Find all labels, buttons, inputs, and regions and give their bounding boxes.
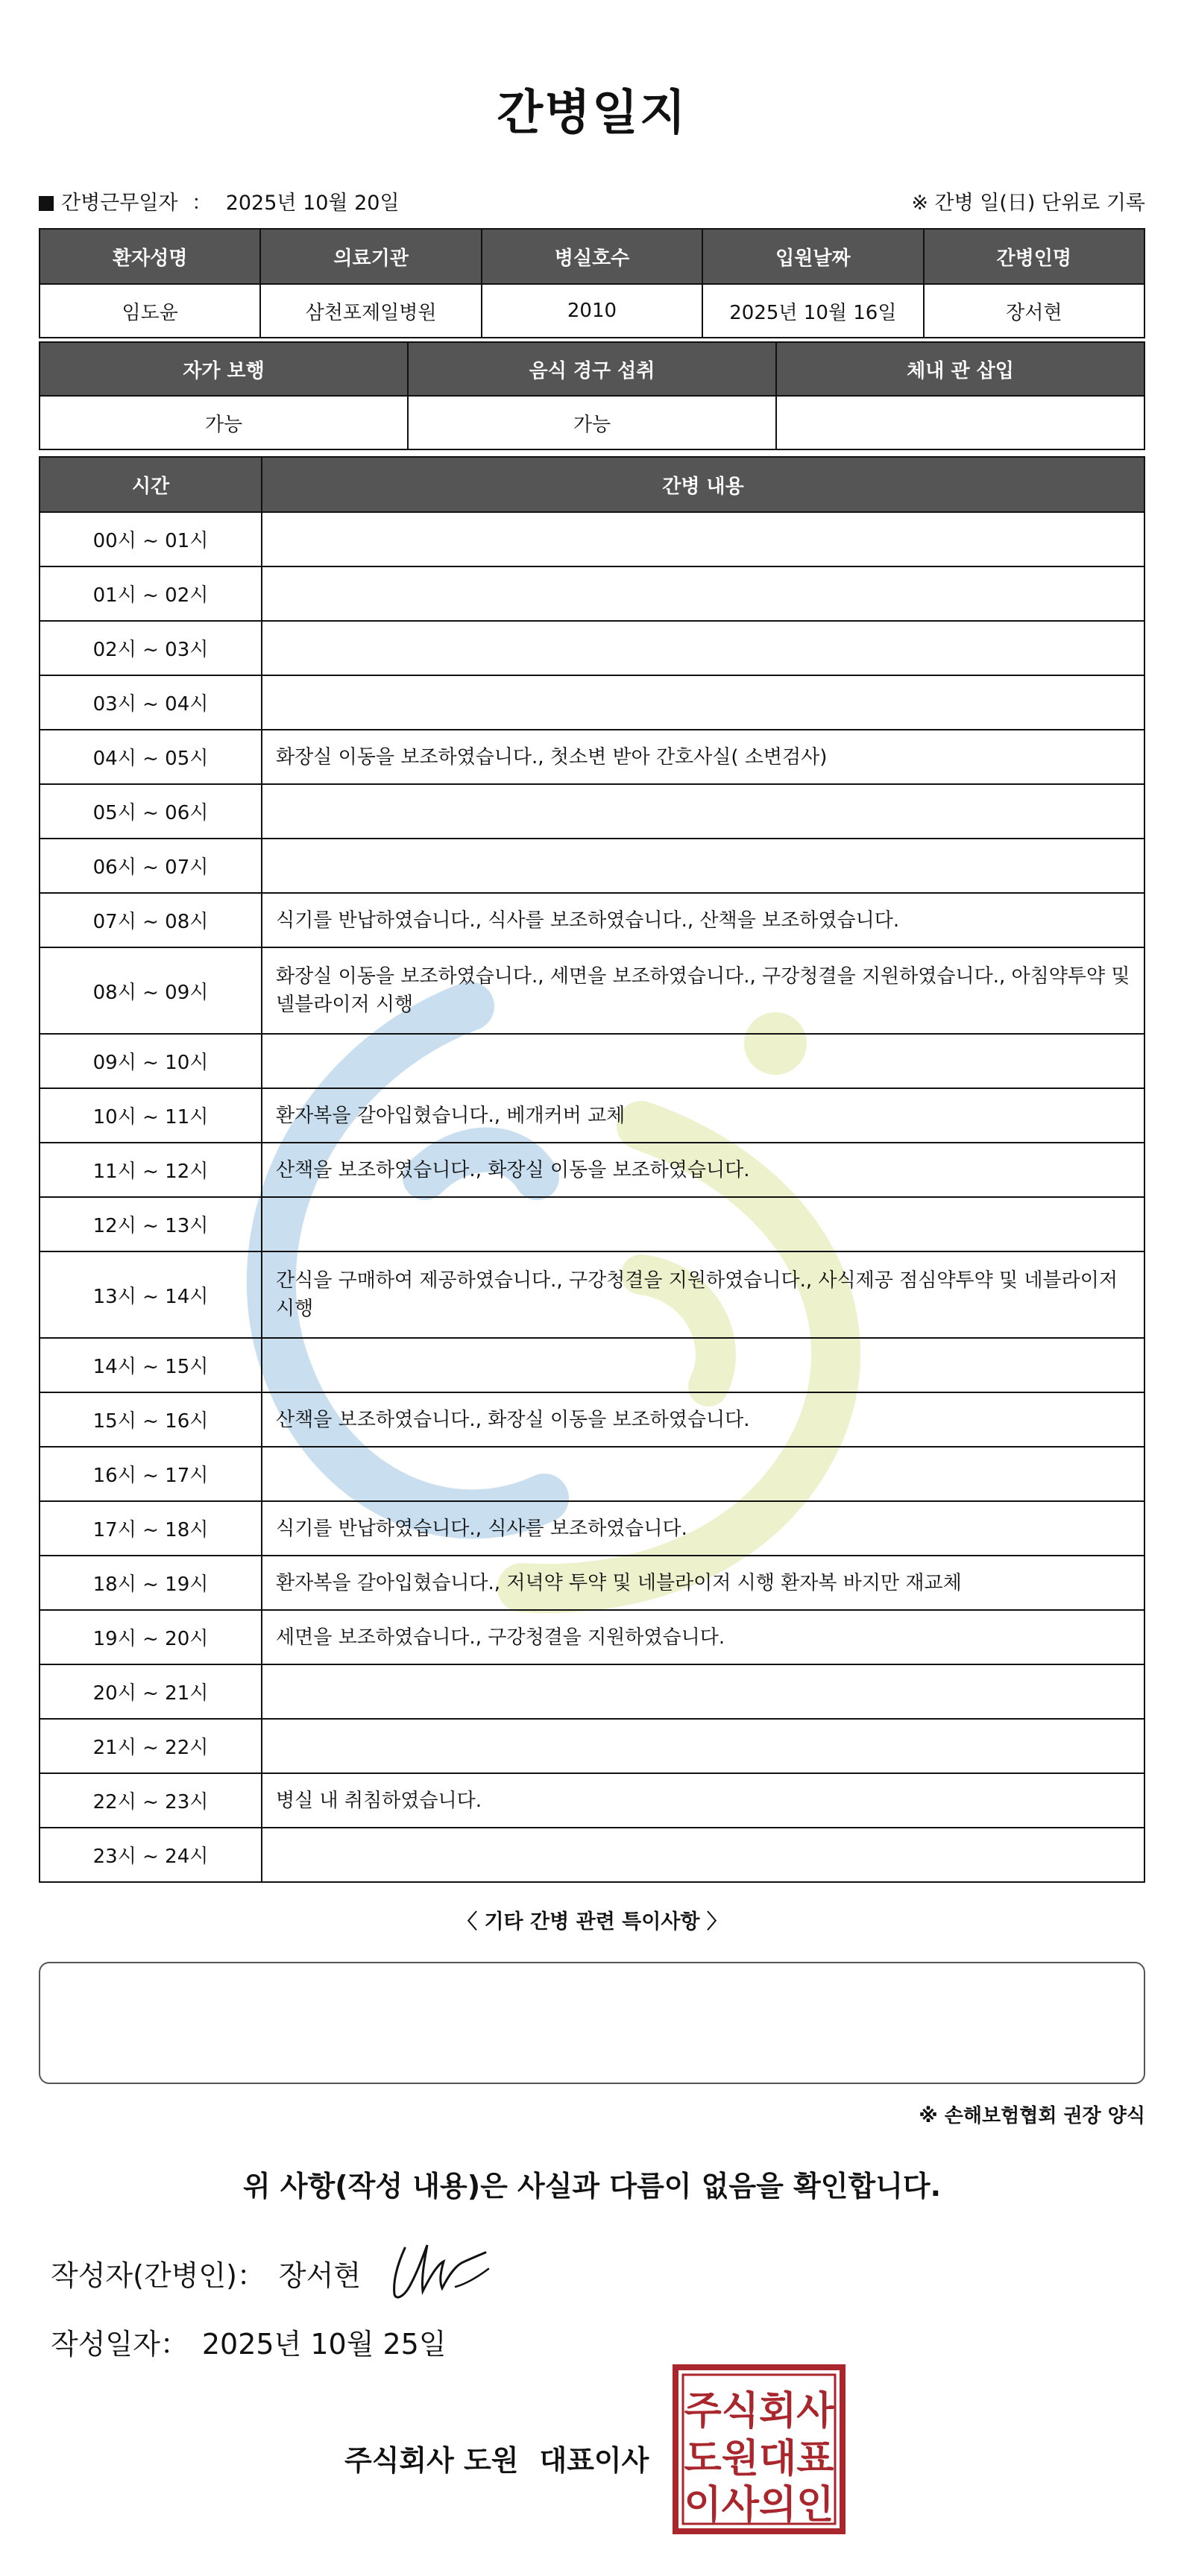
care-log-body (40, 512, 1144, 1882)
page-title: 간병일지 (497, 86, 687, 141)
care-log-time: 17시 ~ 18시 (40, 1501, 262, 1556)
header-oral-intake: 음식 경구 섭취 (408, 342, 776, 396)
seal-line-3: 이사의인 (684, 2483, 834, 2528)
care-log-row (40, 1501, 1144, 1556)
care-log-row (40, 947, 1144, 1034)
care-log-content: 산책을 보조하였습니다., 화장실 이동을 보조하였습니다. (262, 1143, 1144, 1197)
care-log-content: 환자복을 갈아입혔습니다., 저녁약 투약 및 네블라이저 시행 환자복 바지만 재교체 (262, 1556, 1144, 1610)
care-log-row (40, 1392, 1144, 1447)
care-log-time: 22시 ~ 23시 (40, 1773, 262, 1828)
care-log-content (262, 1034, 1144, 1088)
square-bullet-icon (39, 196, 54, 211)
company-seal-icon (673, 2364, 846, 2534)
patient-info-value-row (40, 284, 1144, 338)
notes-title: 〈 기타 간병 관련 특이사항 〉 (457, 1910, 727, 1933)
care-log-row (40, 1610, 1144, 1664)
care-log-row (40, 1088, 1144, 1143)
care-log-content: 병실 내 취침하였습니다. (262, 1773, 1144, 1828)
care-log-time: 08시 ~ 09시 (40, 947, 262, 1034)
care-log-row (40, 1664, 1144, 1719)
care-log-row (40, 1447, 1144, 1501)
care-log-row (40, 839, 1144, 893)
admission-date: 2025년 10월 16일 (702, 284, 923, 338)
header-time: 시간 (40, 457, 262, 512)
care-log-content (262, 621, 1144, 675)
write-date-value: 2025년 10월 25일 (201, 2328, 447, 2361)
notes-box (39, 1962, 1145, 2084)
care-log-content (262, 512, 1144, 566)
care-log-time: 14시 ~ 15시 (40, 1338, 262, 1392)
writer-name: 장서현 (278, 2259, 362, 2292)
care-log-content (262, 566, 1144, 621)
care-log-table (39, 456, 1145, 1883)
care-log-row (40, 893, 1144, 947)
care-log-content: 산책을 보조하였습니다., 화장실 이동을 보조하였습니다. (262, 1392, 1144, 1447)
care-log-row (40, 1251, 1144, 1338)
care-log-row (40, 1556, 1144, 1610)
care-log-row (40, 1773, 1144, 1828)
care-log-time: 23시 ~ 24시 (40, 1828, 262, 1882)
unit-note: ※ 간병 일(日) 단위로 기록 (911, 192, 1145, 215)
work-date (39, 186, 400, 215)
care-log-content (262, 784, 1144, 839)
care-log-row (40, 621, 1144, 675)
care-log-time: 19시 ~ 20시 (40, 1610, 262, 1664)
care-log-content (262, 675, 1144, 730)
work-date-separator: ： (192, 192, 212, 215)
care-log-row (40, 784, 1144, 839)
care-log-row (40, 1197, 1144, 1251)
status-info-value-row (40, 396, 1144, 449)
status-info-header-row (40, 342, 1144, 396)
care-log-time: 10시 ~ 11시 (40, 1088, 262, 1143)
header-caregiver-name: 간병인명 (924, 229, 1144, 284)
patient-info-table (39, 228, 1145, 338)
header-care-content: 간병 내용 (262, 457, 1144, 512)
care-log-row (40, 1143, 1144, 1197)
care-log-content: 환자복을 갈아입혔습니다., 베개커버 교체 (262, 1088, 1144, 1143)
care-log-time: 16시 ~ 17시 (40, 1447, 262, 1501)
care-log-row (40, 1338, 1144, 1392)
care-log-content: 세면을 보조하였습니다., 구강청결을 지원하였습니다. (262, 1610, 1144, 1664)
care-log-row (40, 730, 1144, 784)
care-log-time: 02시 ~ 03시 (40, 621, 262, 675)
work-date-value: 2025년 10월 20일 (225, 192, 400, 215)
tube-insertion-value (776, 396, 1144, 449)
work-date-row (39, 186, 1145, 219)
care-log-content: 식기를 반납하였습니다., 식사를 보조하였습니다., 산책을 보조하였습니다. (262, 893, 1144, 947)
care-log-row (40, 566, 1144, 621)
care-log-time: 03시 ~ 04시 (40, 675, 262, 730)
header-admission-date: 입원날짜 (702, 229, 923, 284)
care-log-time: 15시 ~ 16시 (40, 1392, 262, 1447)
care-log-time: 21시 ~ 22시 (40, 1719, 262, 1773)
company-row (344, 2437, 649, 2478)
header-self-walking: 자가 보행 (40, 342, 408, 396)
care-log-row (40, 1034, 1144, 1088)
recommend-note: ※ 손해보험협회 권장 양식 (919, 2105, 1145, 2127)
header-hospital: 의료기관 (260, 229, 481, 284)
seal-line-1: 주식회사 (684, 2389, 834, 2434)
care-log-time: 12시 ~ 13시 (40, 1197, 262, 1251)
care-log-row (40, 675, 1144, 730)
company-name: 주식회사 도원 (344, 2444, 519, 2477)
care-log-content: 식기를 반납하였습니다., 식사를 보조하였습니다. (262, 1501, 1144, 1556)
care-log-content (262, 1197, 1144, 1251)
care-log-time: 04시 ~ 05시 (40, 730, 262, 784)
care-log-time: 11시 ~ 12시 (40, 1143, 262, 1197)
care-log-content (262, 839, 1144, 893)
self-walking-value: 가능 (40, 396, 408, 449)
care-log-row (40, 1828, 1144, 1882)
care-log-row (40, 1719, 1144, 1773)
writer-row (51, 2253, 361, 2294)
signature-icon (384, 2235, 496, 2302)
care-log-time: 05시 ~ 06시 (40, 784, 262, 839)
care-log-time: 13시 ~ 14시 (40, 1251, 262, 1338)
patient-name: 임도윤 (40, 284, 260, 338)
hospital-name: 삼천포제일병원 (260, 284, 481, 338)
header-room-number: 병실호수 (482, 229, 702, 284)
care-log-content (262, 1719, 1144, 1773)
writer-label: 작성자(간병인)： (51, 2259, 265, 2292)
oral-intake-value: 가능 (408, 396, 776, 449)
care-log-time: 00시 ~ 01시 (40, 512, 262, 566)
care-log-content: 화장실 이동을 보조하였습니다., 첫소변 받아 간호사실( 소변검사) (262, 730, 1144, 784)
status-info-table (39, 341, 1145, 450)
care-log-content: 간식을 구매하여 제공하였습니다., 구강청결을 지원하였습니다., 사식제공 점심약투약 및 네블라이저 시행 (262, 1251, 1144, 1338)
care-log-header-row (40, 457, 1144, 512)
care-log-time: 01시 ~ 02시 (40, 566, 262, 621)
header-patient-name: 환자성명 (40, 229, 260, 284)
care-log-row (40, 512, 1144, 566)
confirm-statement: 위 사항(작성 내용)은 사실과 다름이 없음을 확인합니다. (242, 2170, 942, 2203)
care-log-time: 06시 ~ 07시 (40, 839, 262, 893)
seal-line-2: 도원대표 (684, 2437, 834, 2481)
care-log-time: 18시 ~ 19시 (40, 1556, 262, 1610)
header-tube-insertion: 체내 관 삽입 (776, 342, 1144, 396)
caregiver-name: 장서현 (924, 284, 1144, 338)
room-number: 2010 (482, 284, 702, 338)
care-log-content: 화장실 이동을 보조하였습니다., 세면을 보조하였습니다., 구강청결을 지원하였습니다., 아침약투약 및 넬블라이저 시행 (262, 947, 1144, 1034)
ceo-title: 대표이사 (539, 2444, 649, 2477)
patient-info-header-row (40, 229, 1144, 284)
care-log-time: 07시 ~ 08시 (40, 893, 262, 947)
work-date-label: 간병근무일자 (61, 192, 178, 215)
care-log-content (262, 1338, 1144, 1392)
care-log-time: 20시 ~ 21시 (40, 1664, 262, 1719)
write-date-label: 작성일자： (51, 2328, 189, 2361)
write-date-row (51, 2321, 447, 2362)
care-log-content (262, 1664, 1144, 1719)
care-log-content (262, 1447, 1144, 1501)
care-log-content (262, 1828, 1144, 1882)
care-log-time: 09시 ~ 10시 (40, 1034, 262, 1088)
